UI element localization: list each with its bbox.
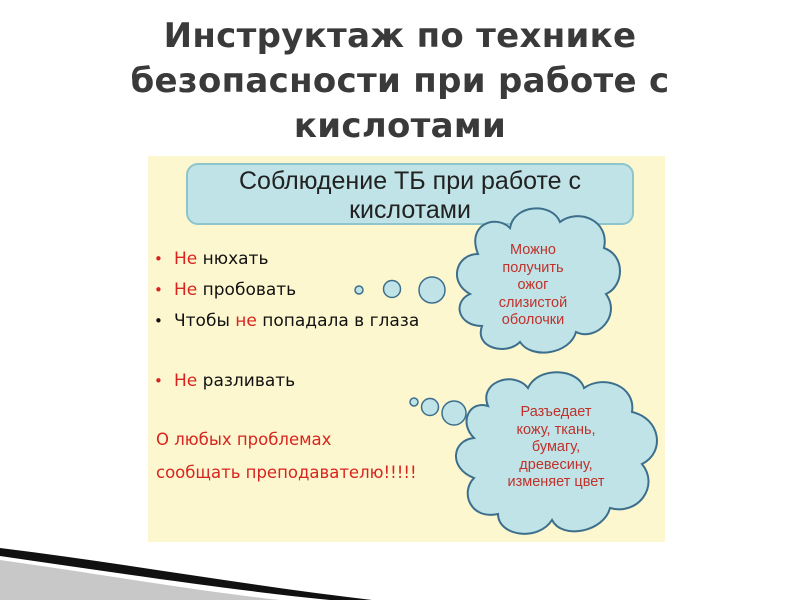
thought-dot	[442, 401, 466, 425]
bullet-icon: •	[154, 250, 163, 268]
rule-item: • Не нюхать	[154, 249, 269, 269]
cloud-one-text: Можно получить ожог слизистой оболочки	[498, 242, 568, 328]
thought-dot	[419, 277, 445, 303]
thought-dot	[355, 286, 363, 294]
decorative-swoosh	[0, 520, 800, 600]
thought-dot	[422, 399, 439, 416]
bullet-icon: •	[154, 372, 163, 390]
cloud-two-text: Разъедает кожу, ткань, бумагу, древесину, изменяет цвет	[507, 404, 605, 490]
slide-title: Инструктаж по технике безопасности при работе с кислотами	[130, 16, 670, 146]
panel-header: Соблюдение ТБ при работе с кислотами	[186, 163, 634, 225]
rule-item: • Чтобы не попадала в глаза	[154, 311, 420, 331]
bullet-icon: •	[154, 312, 163, 330]
bullet-icon: •	[154, 281, 163, 299]
thought-dot	[384, 281, 401, 298]
warning-line: сообщать преподавателю!!!!!	[156, 463, 417, 482]
thought-dot	[410, 398, 418, 406]
rule-item: • Не разливать	[154, 371, 296, 391]
rule-item: • Не пробовать	[154, 280, 297, 300]
warning-line: О любых проблемах	[156, 430, 332, 449]
